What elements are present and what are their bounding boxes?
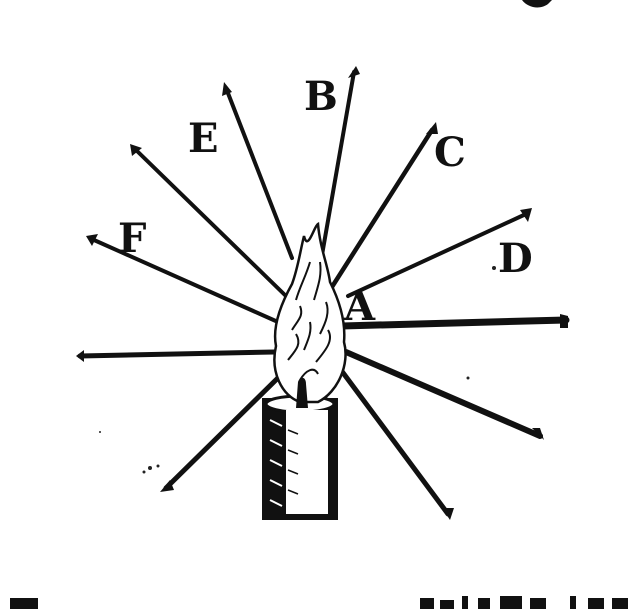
flame	[274, 224, 345, 408]
label-b: B	[304, 73, 338, 120]
ray-e	[226, 88, 292, 258]
candle	[262, 396, 338, 520]
cropped-text-top	[522, 0, 552, 7]
cropped-text-bottom	[10, 596, 628, 609]
ray-e-tip	[222, 82, 232, 96]
ray-bottom-right-tip	[442, 508, 454, 520]
label-d: D	[498, 235, 533, 282]
ray-f-upper	[136, 150, 288, 298]
ray-left	[80, 352, 274, 356]
label-e: E	[188, 115, 219, 162]
ray-a	[342, 320, 566, 326]
ray-a-tip	[560, 314, 568, 328]
label-c: C	[434, 129, 466, 176]
label-f: F	[118, 215, 147, 262]
ray-left-tip	[76, 350, 84, 362]
label-a: A	[344, 283, 376, 330]
flame-outline	[274, 224, 345, 402]
ray-lower-right	[346, 352, 540, 436]
